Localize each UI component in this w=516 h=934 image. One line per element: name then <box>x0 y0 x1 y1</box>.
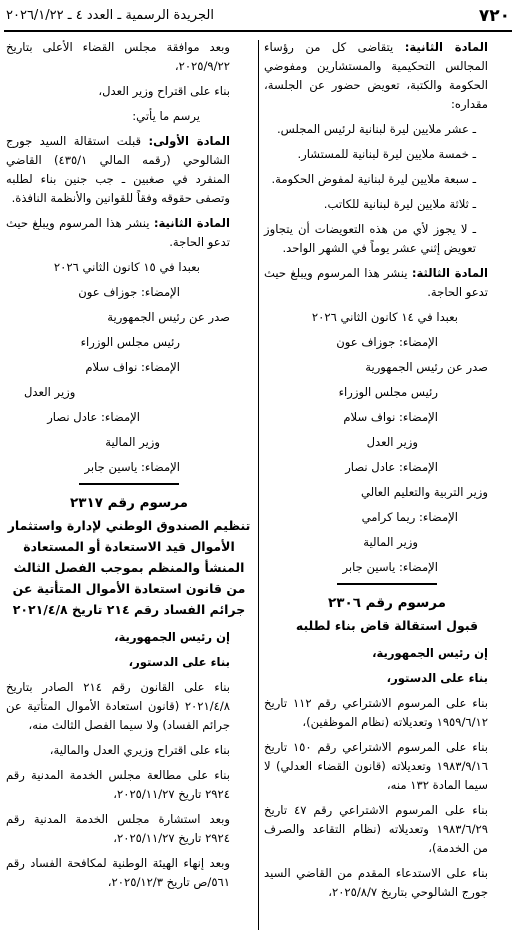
decree-title: مرسوم رقم ٢٣٠٦ <box>328 595 446 611</box>
signature-finance: الإمضاء: ياسين جابر <box>84 460 180 474</box>
page-header <box>4 4 512 32</box>
article-label: المادة الثالثة: <box>411 266 488 280</box>
article-text: ينشر هذا المرسوم ويبلغ حيث تدعو الحاجة. <box>6 216 230 249</box>
article-paragraph <box>264 38 510 114</box>
article-label: المادة الثانية: <box>153 216 230 230</box>
signature-pm: الإمضاء: نواف سلام <box>343 410 438 424</box>
right-column <box>264 38 510 908</box>
decree-title: مرسوم رقم ٢٣١٧ <box>70 495 188 511</box>
approval-line: وبعد موافقة مجلس القضاء الأعلى بتاريخ ٢٠٢٥/٩/٢٢، <box>6 40 230 73</box>
intro-president: إن رئيس الجمهورية، <box>372 646 488 660</box>
recital: وبعد إنهاء الهيئة الوطنية لمكافحة الفساد رقم ٥٦١/ص تاريخ ٢٠٢٥/١٢/٣، <box>6 856 230 889</box>
issued-by-line: صدر عن رئيس الجمهورية <box>365 360 488 374</box>
section-separator <box>79 483 179 485</box>
column-divider <box>258 40 259 930</box>
article-text: ينشر هذا المرسوم ويبلغ حيث تدعو الحاجة. <box>264 266 488 299</box>
date-line: بعبدا في ١٤ كانون الثاني ٢٠٢٦ <box>311 310 458 324</box>
signature-finance: الإمضاء: ياسين جابر <box>342 560 438 574</box>
decree-subtitle: قبول استقالة قاض بناء لطلبه <box>295 618 479 633</box>
article-paragraph <box>264 264 510 302</box>
justice-title: وزير العدل <box>366 435 418 449</box>
limit-text: ـ لا يجوز لأي من هذه التعويضات أن يتجاوز تعويض إثني عشر يوماً في الشهر الواحد. <box>264 222 476 255</box>
recital: وبعد استشارة مجلس الخدمة المدنية رقم ٢٩٢٤ تاريخ ٢٠٢٥/١١/٢٧، <box>6 812 230 845</box>
recital: بناء على مطالعة مجلس الخدمة المدنية رقم ٢٩٢٤ تاريخ ٢٠٢٥/١١/٢٧، <box>6 768 230 801</box>
decree-subtitle: تنظيم الصندوق الوطني لإدارة واستثمار الأموال قيد الاستعادة أو المستعادة المنشأ والمنظم بموجب الفصل الثالث من قانون استعادة الأموال المتأتية عن جرائم الفساد رقم ٢١٤ تاريخ ٢٠٢١/٤/٨ <box>7 518 251 617</box>
article-label: المادة الثانية: <box>404 40 489 54</box>
intro-constitution: بناء على الدستور، <box>128 655 230 669</box>
decree-formula: يرسم ما يأتي: <box>132 109 200 123</box>
signature-education: الإمضاء: ريما كرامي <box>361 510 458 524</box>
page-number: ٧٢٠ <box>478 6 510 26</box>
education-title: وزير التربية والتعليم العالي <box>360 485 488 499</box>
left-column <box>6 38 252 898</box>
pm-title: رئيس مجلس الوزراء <box>80 335 180 349</box>
article-text: قبلت استقالة السيد جورج الشالوحي (رقمه المالي ٤٣٥/١) القاضي المنفرد في صغبين ـ جب جنين بناء لطلبه وتصفى حقوقه وفقاً للقوانين والأنظمة النافذة. <box>6 134 230 205</box>
recital: بناء على المرسوم الاشتراعي رقم ١١٢ تاريخ ١٩٥٩/٦/١٢ وتعديلاته (نظام الموظفين)، <box>264 696 488 729</box>
signature-justice: الإمضاء: عادل نصار <box>47 410 140 424</box>
finance-title: وزير المالية <box>363 535 418 549</box>
fee-item: ـ خمسة ملايين ليرة لبنانية للمستشار. <box>297 147 476 161</box>
signature-pm: الإمضاء: نواف سلام <box>85 360 180 374</box>
proposal-line: بناء على اقتراح وزير العدل، <box>98 84 230 98</box>
fee-item: ـ عشر ملايين ليرة لبنانية لرئيس المجلس. <box>276 122 476 136</box>
intro-constitution: بناء على الدستور، <box>386 671 488 685</box>
justice-title: وزير العدل <box>24 385 76 399</box>
signature-president: الإمضاء: جوزاف عون <box>78 285 180 299</box>
recital: بناء على القانون رقم ٢١٤ الصادر بتاريخ ٢٠٢١/٤/٨ (قانون استعادة الأموال المتأتية عن جرائم الفساد) ولا سيما الفصل الثالث منه، <box>6 680 230 732</box>
journal-issue-line: الجريدة الرسمية ـ العدد ٤ ـ ٢٠٢٦/١/٢٢ <box>6 8 214 23</box>
signature-justice: الإمضاء: عادل نصار <box>345 460 438 474</box>
issued-by-line: صدر عن رئيس الجمهورية <box>107 310 230 324</box>
recital: بناء على المرسوم الاشتراعي رقم ١٥٠ تاريخ ١٩٨٣/٩/١٦ وتعديلاته (قانون القضاء العدلي) لا سيما المادة ١٣٢ منه، <box>264 740 488 792</box>
intro-president: إن رئيس الجمهورية، <box>114 630 230 644</box>
finance-title: وزير المالية <box>105 435 160 449</box>
recital: بناء على الاستدعاء المقدم من القاضي السيد جورج الشالوحي بتاريخ ٢٠٢٥/٨/٧، <box>264 866 488 899</box>
recital: بناء على اقتراح وزيري العدل والمالية، <box>49 743 230 757</box>
signature-president: الإمضاء: جوزاف عون <box>336 335 438 349</box>
fee-item: ـ سبعة ملايين ليرة لبنانية لمفوض الحكومة. <box>271 172 476 186</box>
article-paragraph <box>6 214 252 252</box>
pm-title: رئيس مجلس الوزراء <box>338 385 438 399</box>
article-paragraph <box>6 132 252 208</box>
article-label: المادة الأولى: <box>148 134 230 148</box>
section-separator <box>337 583 437 585</box>
article-text: يتقاضى كل من رؤساء المجالس التحكيمية والمستشارين ومفوضي الحكومة والكتبة، تعويض حضور عن الجلسة، مقداره: <box>264 40 488 111</box>
fee-item: ـ ثلاثة ملايين ليرة لبنانية للكاتب. <box>323 197 476 211</box>
recital: بناء على المرسوم الاشتراعي رقم ٤٧ تاريخ ١٩٨٣/٦/٢٩ وتعديلاته (نظام التقاعد والصرف من الخدمة)، <box>264 803 488 855</box>
date-line: بعبدا في ١٥ كانون الثاني ٢٠٢٦ <box>53 260 200 274</box>
